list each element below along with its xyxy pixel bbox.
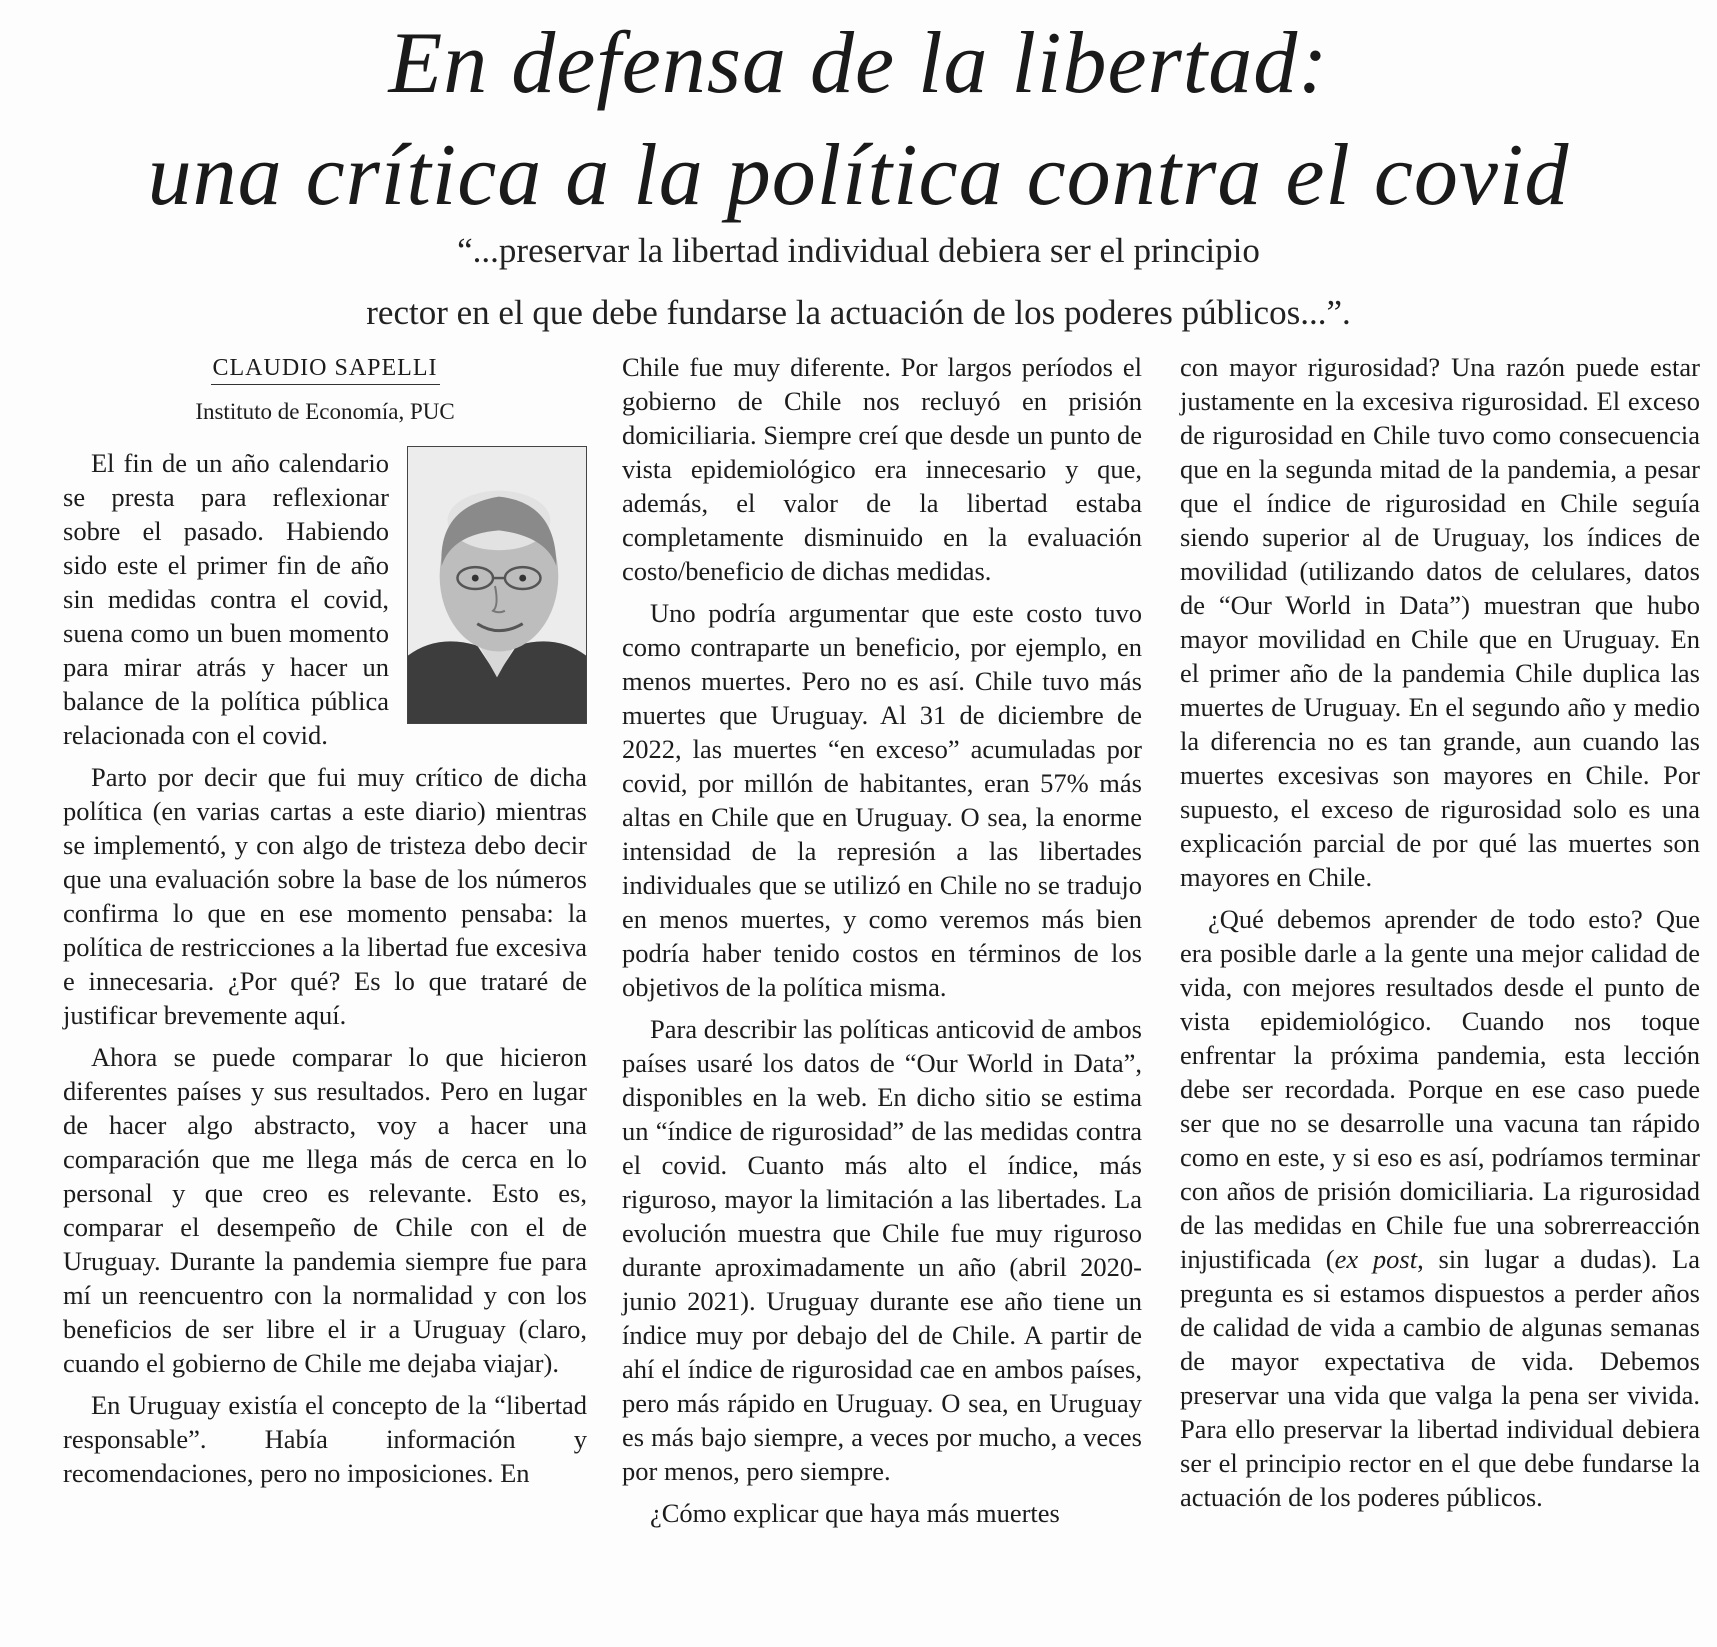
article-column-3 bbox=[1180, 350, 1700, 1514]
article-paragraph: Ahora se puede comparar lo que hicieron diferentes países y sus resultados. Pero en lugar de hacer algo abstracto, voy a hacer una comparación que me llega más de cerca en lo personal y que creo es relevante. Esto es, comparar el desempeño de Chile con el de Uruguay. Durante la pandemia siempre fue para mí un reencuentro con la normalidad y con los beneficios de ser libre el ir a Uruguay (claro, cuando el gobierno de Chile me dejaba viajar). bbox=[63, 1042, 587, 1378]
paragraph-text: , sin lugar a dudas). La pregunta es si estamos dispuestos a perder años de calidad de vida a cambio de algunas semanas de mayor expectativa de vida. Debemos preservar una vida que valga la pena ser vivida. Para ello preservar la libertad individual debiera ser el principio rector en el que debe fundarse la actuación de los poderes públicos. bbox=[1180, 1244, 1700, 1512]
italic-text: ex post bbox=[1334, 1244, 1418, 1274]
article-paragraph: ¿Cómo explicar que haya más muertes bbox=[650, 1498, 1060, 1528]
headline-line-2: una crítica a la política contra el covid bbox=[147, 127, 1570, 224]
headline-line-1: En defensa de la libertad: bbox=[388, 15, 1329, 112]
article-paragraph: En Uruguay existía el concepto de la “libertad responsable”. Había información y recomendaciones, pero no imposiciones. En bbox=[63, 1390, 587, 1488]
paragraph-text: ¿Qué debemos aprender de todo esto? Que era posible darle a la gente una mejor calidad de vida, con mejores resultados desde el punto de vista epidemiológico. Cuando nos toque enfrentar la próxima pandemia, esta lección debe ser recordada. Porque en ese caso puede ser que no se desarrolle una vacuna tan rápido como en este, y si eso es así, podríamos terminar con años de prisión domiciliaria. La rigurosidad de las medidas en Chile fue una sobrerreacción injustificada ( bbox=[1180, 904, 1700, 1274]
article-paragraph: Parto por decir que fui muy crítico de dicha política (en varias cartas a este diario) mientras se implementó, y con algo de tristeza debo decir que una evaluación sobre la base de los números confirma lo que en ese momento pensaba: la política de restricciones a la libertad fue excesiva e innecesaria. ¿Por qué? Es lo que trataré de justificar brevemente aquí. bbox=[63, 762, 587, 1030]
article-paragraph bbox=[63, 446, 587, 752]
article-paragraph: Uno podría argumentar que este costo tuvo como contraparte un beneficio, por ejemplo, en menos muertes. Pero no es así. Chile tuvo más muertes que Uruguay. Al 31 de diciembre de 2022, las muertes “en exceso” acumuladas por covid, por millón de habitantes, eran 57% más altas en Chile que en Uruguay. O sea, la enorme intensidad de la represión a las libertades individuales que se utilizó en Chile no se tradujo en menos muertes, y como veremos más bien podría haber tenido costos en términos de los objetivos de la política misma. bbox=[622, 598, 1142, 1002]
pull-quote bbox=[0, 220, 1717, 344]
pull-quote-line-2: rector en el que debe fundarse la actuación de los poderes públicos...”. bbox=[366, 293, 1351, 332]
article-column-1 bbox=[63, 446, 587, 1490]
article-paragraph-continued: con mayor rigurosidad? Una razón puede estar justamente en la excesiva rigurosidad. El exceso de rigurosidad en Chile tuvo como consecuencia que en la segunda mitad de la pandemia, a pesar que el índice de rigurosidad en Chile seguía siendo superior al de Uruguay, los índices de movilidad (utilizando datos de celulares, datos de “Our World in Data”) muestran que hubo mayor movilidad en Chile que en Uruguay. En el primer año de la pandemia Chile duplica las muertes de Uruguay. En el segundo año y medio la diferencia no es tan grande, aun cuando las muertes excesivas son mayores en Chile. Por supuesto, el exceso de rigurosidad solo es una explicación parcial de por qué las muertes son mayores en Chile. bbox=[1180, 352, 1700, 892]
article-paragraph bbox=[1180, 902, 1700, 1514]
author-name: CLAUDIO SAPELLI bbox=[211, 355, 440, 385]
paragraph-text: El fin de un año calendario se presta para reflexionar sobre el pasado. Habiendo sido este el primer fin de año sin medidas contra el covid, suena como un buen momento para mirar atrás y hacer un balance de la política pública relacionada con el covid. bbox=[63, 448, 389, 750]
author-portrait-icon bbox=[408, 447, 586, 723]
headline bbox=[0, 8, 1717, 232]
article-column-2 bbox=[622, 350, 1142, 1530]
author-photo bbox=[407, 446, 587, 724]
article-paragraph-continued: Chile fue muy diferente. Por largos períodos el gobierno de Chile nos recluyó en prisión domiciliaria. Siempre creí que desde un punto de vista epidemiológico era innecesario y que, además, el valor de la libertad estaba completamente disminuido en la evaluación costo/beneficio de dichas medidas. bbox=[622, 352, 1142, 586]
article-paragraph: Para describir las políticas anticovid de ambos países usaré los datos de “Our World in Data”, disponibles en la web. En dicho sitio se estima un “índice de rigurosidad” de las medidas contra el covid. Cuanto más alto el índice, más riguroso, mayor la limitación a las libertades. La evolución muestra que Chile fue muy riguroso durante aproximadamente un año (abril 2020-junio 2021). Uruguay durante ese año tiene un índice muy por debajo del de Chile. A partir de ahí el índice de rigurosidad cae en ambos países, pero más rápido en Uruguay. O sea, en Uruguay es más bajo siempre, a veces por mucho, a veces por menos, pero siempre. bbox=[622, 1014, 1142, 1486]
author-institution: Instituto de Economía, PUC bbox=[195, 399, 455, 424]
pull-quote-line-1: “...preservar la libertad individual debiera ser el principio bbox=[457, 231, 1260, 270]
byline bbox=[60, 355, 590, 425]
